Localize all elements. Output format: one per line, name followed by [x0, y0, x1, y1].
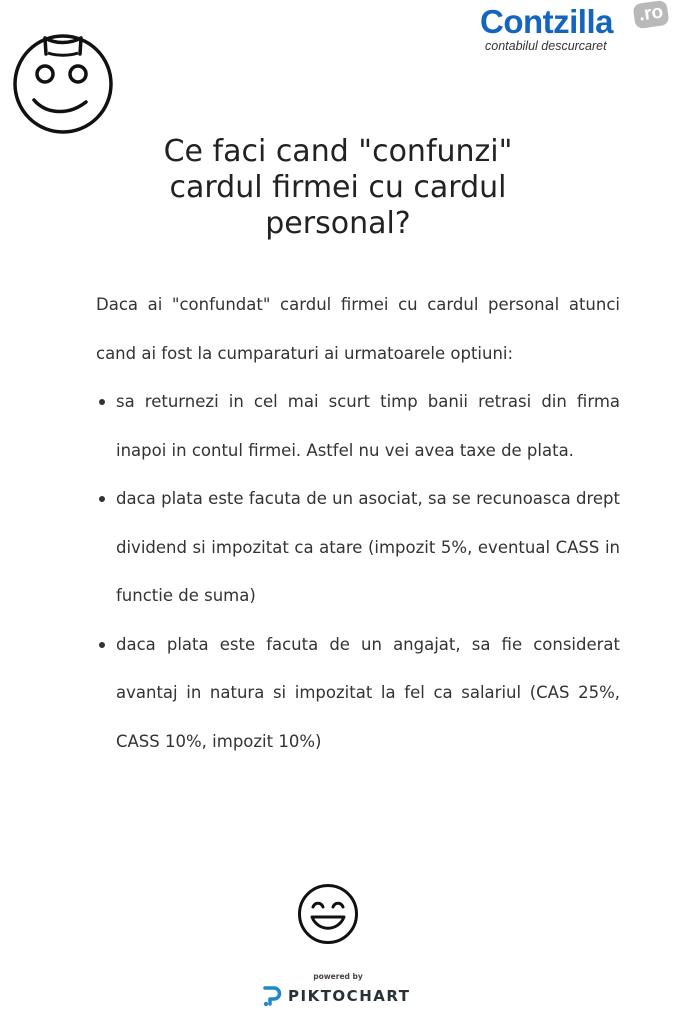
list-item: daca plata este facuta de un asociat, sa se recunoasca drept dividend si impozitat ca atare (impozit 5%, eventual CASS in functie de suma): [116, 475, 620, 621]
piktochart-wordmark: PIKTOCHART: [288, 987, 411, 1005]
list-item: daca plata este facuta de un angajat, sa fie considerat avantaj in natura si impozitat la fel ca salariul (CAS 25%, CASS 10%, impozit 10%): [116, 621, 620, 767]
piktochart-logo-icon: [262, 985, 282, 1007]
contzilla-logo: [480, 2, 670, 58]
page-title: Ce faci cand "confunzi" cardul firmei cu cardul personal?: [163, 134, 513, 241]
brand-name: Contzilla: [480, 3, 613, 40]
robot-face-icon: [10, 24, 116, 134]
brand-tld: .ro: [632, 0, 669, 29]
brand-tagline: contabilul descurcaret: [485, 39, 607, 53]
intro-paragraph: Daca ai "confundat" cardul firmei cu cardul personal atunci cand ai fost la cumparaturi ai urmatoarele optiuni:: [96, 295, 620, 363]
options-list: [96, 378, 620, 766]
piktochart-brand[interactable]: [262, 984, 410, 1008]
article-body: [96, 281, 620, 766]
powered-by-label: powered by: [313, 972, 363, 981]
smiley-face-icon: [296, 882, 360, 946]
list-item: sa returnezi in cel mai scurt timp banii retrasi din firma inapoi in contul firmei. Astfel nu vei avea taxe de plata.: [116, 378, 620, 475]
